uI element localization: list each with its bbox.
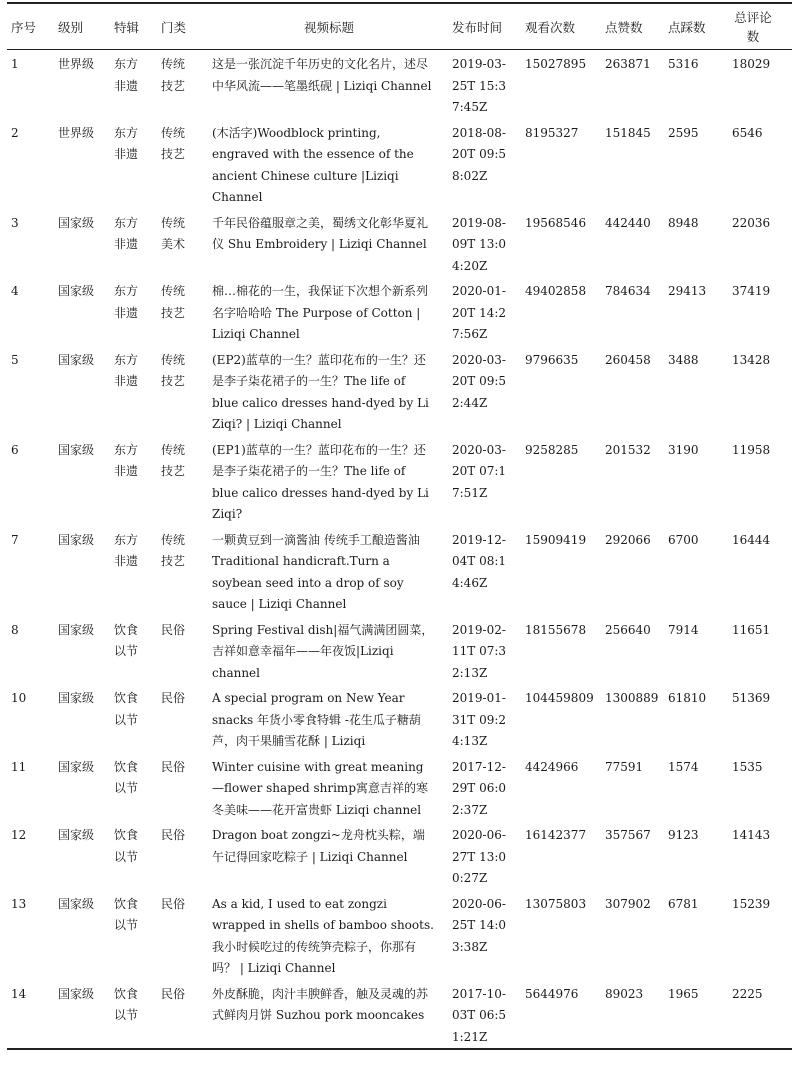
cell-category: 民俗 [161,828,186,842]
cell-level: 世界级 [58,125,95,140]
cell-dislikes: 7914 [668,622,699,637]
cell-special: 东方非遗 [114,215,139,251]
cell-views: 18155678 [525,622,587,637]
cell-level: 国家级 [58,622,95,637]
cell-no: 10 [11,691,27,705]
cell-dislikes: 1574 [668,759,699,774]
cell-dislikes: 1965 [668,986,699,1001]
cell-category: 传统技艺 [161,57,186,93]
cell-likes: 357567 [605,828,651,842]
table-row [7,890,792,980]
cell-no: 1 [11,57,19,71]
cell-dislikes: 3488 [668,352,699,367]
cell-views: 9796635 [525,352,579,367]
cell-comments: 37419 [732,284,771,298]
cell-comments: 1535 [732,759,763,774]
header-dislikes: 点踩数 [668,19,706,35]
cell-level: 世界级 [58,57,95,71]
cell-views: 15909419 [525,532,587,547]
cell-title: (木活字)Woodblock printing, engraved with the essence of the ancient Chinese culture |Liziqi Channel [212,125,414,204]
cell-special: 饮食以节 [114,622,139,658]
header-time: 发布时间 [452,19,503,35]
cell-no: 4 [11,284,19,298]
cell-comments: 6546 [732,125,763,140]
cell-dislikes: 3190 [668,442,699,457]
cell-level: 国家级 [58,442,95,457]
cell-special: 饮食以节 [114,691,139,727]
cell-views: 5644976 [525,986,579,1001]
cell-category: 传统技艺 [161,125,186,161]
cell-level: 国家级 [58,352,95,367]
cell-level: 国家级 [58,284,95,298]
cell-dislikes: 5316 [668,57,699,71]
cell-no: 2 [11,125,19,140]
cell-no: 3 [11,215,19,230]
header-no: 序号 [11,19,37,35]
cell-time: 2017-10-03T 06:51:21Z [452,986,507,1044]
cell-comments: 11651 [732,622,771,637]
table-row [7,119,792,209]
cell-special: 饮食以节 [114,896,139,932]
header-views: 观看次数 [525,19,576,35]
cell-likes: 442440 [605,215,651,230]
cell-views: 13075803 [525,896,587,911]
cell-comments: 14143 [732,828,771,842]
table-row [7,684,792,753]
cell-level: 国家级 [58,759,95,774]
table-row [7,526,792,616]
cell-level: 国家级 [58,691,95,705]
cell-level: 国家级 [58,215,95,230]
cell-likes: 307902 [605,896,651,911]
header-comments: 总评论数 [734,10,772,44]
cell-category: 民俗 [161,986,186,1001]
header-row [7,3,792,50]
cell-time: 2019-03-25T 15:37:45Z [452,57,507,114]
cell-no: 6 [11,442,19,457]
cell-category: 传统美术 [161,215,186,251]
table-row [7,436,792,526]
cell-time: 2020-01-20T 14:27:56Z [452,284,507,341]
cell-time: 2019-02-11T 07:32:13Z [452,622,507,680]
cell-time: 2019-01-31T 09:24:13Z [452,691,507,748]
cell-time: 2020-03-20T 07:17:51Z [452,442,507,500]
cell-special: 东方非遗 [114,442,139,478]
cell-no: 14 [11,986,27,1001]
table-row [7,980,792,1050]
cell-title: 这是一张沉淀千年历史的文化名片，述尽中华风流——笔墨纸砚 | Liziqi Channel [212,57,432,93]
cell-time: 2020-06-25T 14:03:38Z [452,896,507,954]
cell-time: 2019-12-04T 08:14:46Z [452,532,507,590]
header-category: 门类 [161,19,187,35]
video-stats-table [7,2,792,1050]
video-stats-table-container [7,2,792,1050]
cell-likes: 77591 [605,759,644,774]
cell-no: 8 [11,622,19,637]
cell-dislikes: 8948 [668,215,699,230]
cell-likes: 256640 [605,622,651,637]
cell-special: 东方非遗 [114,57,139,93]
cell-title: Winter cuisine with great meaning—flower shaped shrimp寓意吉祥的寒冬美味——花开富贵虾 Liziqi channel [212,759,428,817]
cell-comments: 13428 [732,352,771,367]
cell-dislikes: 2595 [668,125,699,140]
cell-special: 东方非遗 [114,284,139,320]
cell-views: 49402858 [525,284,587,298]
cell-time: 2018-08-20T 09:58:02Z [452,125,507,183]
cell-likes: 784634 [605,284,651,298]
cell-comments: 11958 [732,442,771,457]
table-header [7,3,792,50]
cell-no: 12 [11,828,27,842]
cell-comments: 15239 [732,896,771,911]
cell-title: 外皮酥脆，肉汁丰腴鲜香，触及灵魂的苏式鲜肉月饼 Suzhou pork mooncakes [212,986,429,1022]
table-row [7,616,792,685]
header-likes: 点赞数 [605,19,643,35]
cell-likes: 1300889 [605,691,659,705]
cell-views: 16142377 [525,828,587,842]
cell-likes: 292066 [605,532,651,547]
cell-time: 2017-12-29T 06:02:37Z [452,759,507,817]
cell-level: 国家级 [58,986,95,1001]
cell-time: 2020-03-20T 09:52:44Z [452,352,507,410]
cell-category: 民俗 [161,896,186,911]
cell-level: 国家级 [58,828,95,842]
table-row [7,821,792,890]
cell-category: 传统技艺 [161,352,186,388]
cell-dislikes: 6781 [668,896,699,911]
cell-special: 饮食以节 [114,759,139,795]
cell-dislikes: 29413 [668,284,707,298]
cell-views: 4424966 [525,759,579,774]
header-title: 视频标题 [303,19,354,35]
cell-title: (EP1)蓝草的一生？蓝印花布的一生？还是李子柒花裙子的一生？The life of blue calico dresses hand-dyed by Li Ziqi? [212,442,429,521]
cell-dislikes: 61810 [668,691,707,705]
cell-no: 5 [11,352,19,367]
cell-title: 千年民俗蕴服章之美，蜀绣文化彰华夏礼仪 Shu Embroidery | Liziqi Channel [212,215,429,251]
table-row [7,50,792,119]
cell-views: 104459809 [525,691,594,705]
header-special: 特辑 [114,19,140,35]
cell-title: 一颗黄豆到一滴酱油 传统手工酿造酱油 Traditional handicraft.Turn a soybean seed into a drop of soy sauce | Liziqi Channel [212,532,420,611]
cell-likes: 89023 [605,986,644,1001]
cell-special: 东方非遗 [114,532,139,568]
cell-likes: 263871 [605,57,651,71]
cell-category: 传统技艺 [161,442,186,478]
table-row [7,277,792,346]
cell-no: 7 [11,532,19,547]
cell-title: As a kid, I used to eat zongzi wrapped in shells of bamboo shoots. 我小时候吃过的传统笋壳粽子，你那有吗？ | Liziqi Channel [212,896,434,975]
cell-likes: 260458 [605,352,651,367]
cell-comments: 2225 [732,986,763,1001]
cell-no: 11 [11,759,27,774]
cell-title: Spring Festival dish|福气满满团圆菜，吉祥如意幸福年——年夜饭|Liziqi channel [212,622,434,680]
cell-special: 东方非遗 [114,125,139,161]
cell-views: 15027895 [525,57,587,71]
cell-comments: 22036 [732,215,771,230]
table-row [7,346,792,436]
cell-comments: 18029 [732,57,771,71]
cell-level: 国家级 [58,896,95,911]
table-row [7,753,792,822]
cell-views: 8195327 [525,125,579,140]
table-row [7,209,792,278]
cell-title: Dragon boat zongzi~龙舟枕头粽，端午记得回家吃粽子 | Liziqi Channel [212,828,425,864]
cell-dislikes: 9123 [668,828,699,842]
cell-comments: 51369 [732,691,771,705]
table-body [7,50,792,1050]
cell-views: 19568546 [525,215,587,230]
cell-category: 民俗 [161,622,186,637]
cell-title: A special program on New Year snacks 年货小零食特辑 -花生瓜子糖葫芦，肉干果脯雪花酥 | Liziqi [212,691,421,748]
cell-title: 棉…棉花的一生，我保证下次想个新系列名字哈哈哈 The Purpose of Cotton | Liziqi Channel [212,284,429,341]
cell-no: 13 [11,896,27,911]
cell-comments: 16444 [732,532,771,547]
cell-special: 饮食以节 [114,986,139,1022]
cell-views: 9258285 [525,442,579,457]
header-level: 级别 [58,19,84,35]
cell-likes: 151845 [605,125,651,140]
cell-likes: 201532 [605,442,651,457]
cell-special: 饮食以节 [114,828,139,864]
cell-special: 东方非遗 [114,352,139,388]
cell-category: 传统技艺 [161,532,186,568]
cell-level: 国家级 [58,532,95,547]
cell-category: 传统技艺 [161,284,186,320]
cell-category: 民俗 [161,759,186,774]
cell-time: 2019-08-09T 13:04:20Z [452,215,507,273]
cell-title: (EP2)蓝草的一生？蓝印花布的一生？还是李子柒花裙子的一生？The life of blue calico dresses hand-dyed by Li Ziqi? | Liziqi Channel [212,352,429,431]
cell-dislikes: 6700 [668,532,699,547]
cell-category: 民俗 [161,691,186,705]
cell-time: 2020-06-27T 13:00:27Z [452,828,507,885]
